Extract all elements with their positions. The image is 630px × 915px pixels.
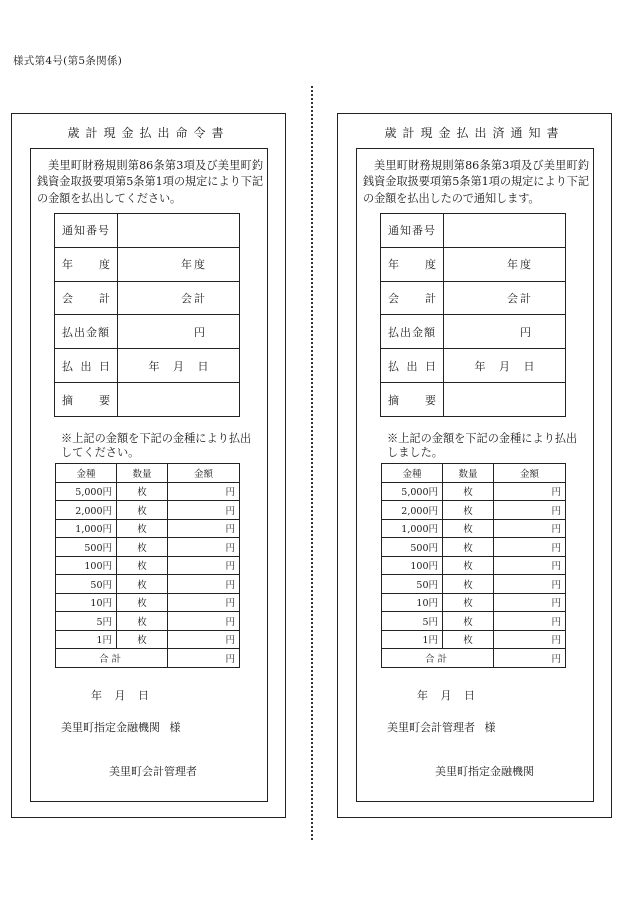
denomination-row [382,482,566,501]
issue-date: 年 月 日 [417,689,475,702]
info-row [55,248,239,282]
info-label-part: 度 [99,258,110,272]
info-row [381,214,565,248]
denomination-cell: 5,000円 [56,482,117,501]
issuer: 美里町指定金融機関 [435,765,534,778]
denomination-cell: 500円 [56,538,117,557]
amount-cell: 円 [494,501,566,520]
info-row [55,315,239,349]
amount-cell: 円 [168,482,240,501]
amount-cell: 円 [494,575,566,594]
denomination-cell: 5,000円 [382,482,443,501]
info-value: 年 月 日 [148,359,209,373]
denomination-row [56,612,240,631]
info-row [55,214,239,248]
denomination-cell: 1円 [382,630,443,649]
info-label [55,315,118,348]
denomination-row [382,593,566,612]
denomination-cell: 2,000円 [56,501,117,520]
total-label: 合計 [56,649,168,668]
quantity-cell: 枚 [443,501,494,520]
info-label-part: 年 [62,258,73,272]
info-label [55,214,118,247]
quantity-cell: 枚 [443,593,494,612]
denomination-cell: 5円 [56,612,117,631]
quantity-cell: 枚 [443,538,494,557]
info-row [381,315,565,349]
quantity-cell: 枚 [117,519,168,538]
quantity-cell: 枚 [117,482,168,501]
amount-cell: 円 [494,556,566,575]
amount-cell: 円 [168,501,240,520]
header-amount: 金額 [168,464,240,483]
denomination-row [56,556,240,575]
amount-cell: 円 [168,538,240,557]
info-label-part: 摘 [388,393,399,407]
amount-cell: 円 [168,575,240,594]
info-label-part: 会 [62,292,73,306]
amount-cell: 円 [168,630,240,649]
info-label-part: 度 [425,258,436,272]
info-label-part: 払出金額 [388,325,436,339]
header-quantity: 数量 [443,464,494,483]
form-body [356,148,594,802]
total-row [56,649,240,668]
denomination-row [56,482,240,501]
info-label-part: 通知番号 [62,224,110,238]
quantity-cell: 枚 [443,575,494,594]
denomination-row [382,501,566,520]
info-label-part: 会 [388,292,399,306]
total-row [382,649,566,668]
info-label [55,282,118,315]
info-label [381,315,444,348]
denomination-cell: 50円 [382,575,443,594]
denomination-cell: 50円 [56,575,117,594]
denomination-row [56,630,240,649]
denomination-row [382,612,566,631]
info-value [118,214,239,247]
info-label [381,383,444,416]
form-title: 歳計現金払出命令書 [67,126,230,140]
denomination-cell: 10円 [382,593,443,612]
info-row [55,349,239,383]
form-number-label: 様式第4号(第5条関係) [13,55,123,67]
info-label-part: 払 [388,359,399,373]
info-label-part: 日 [425,359,436,373]
denomination-row [56,501,240,520]
quantity-cell: 枚 [117,501,168,520]
quantity-cell: 枚 [117,556,168,575]
issue-date: 年 月 日 [91,689,149,702]
denomination-cell: 1円 [56,630,117,649]
header-amount: 金額 [494,464,566,483]
info-label-part: 払 [62,359,73,373]
info-label-part: 要 [99,393,110,407]
info-value: 会計 [181,292,207,306]
denomination-table [55,463,240,668]
quantity-cell: 枚 [117,538,168,557]
denomination-cell: 5円 [382,612,443,631]
info-label-part: 計 [99,292,110,306]
amount-cell: 円 [494,630,566,649]
info-label [381,214,444,247]
denomination-cell: 1,000円 [382,519,443,538]
denomination-row [56,538,240,557]
info-label [55,349,118,382]
amount-cell: 円 [168,556,240,575]
addressee: 美里町会計管理者 様 [387,721,496,734]
info-label-part: 通知番号 [388,224,436,238]
info-value: 年度 [181,258,207,272]
amount-cell: 円 [494,519,566,538]
addressee: 美里町指定金融機関 様 [61,721,181,734]
info-label-part: 出 [80,359,92,373]
info-value: 年 月 日 [474,359,535,373]
info-row [381,383,565,416]
denomination-row [56,575,240,594]
denomination-row [56,593,240,612]
quantity-cell: 枚 [443,556,494,575]
info-row [381,349,565,383]
amount-cell: 円 [168,593,240,612]
denomination-note: ※上記の金額を下記の金種により払出してください。 [61,432,252,459]
denomination-cell: 500円 [382,538,443,557]
denomination-cell: 1,000円 [56,519,117,538]
quantity-cell: 枚 [117,575,168,594]
quantity-cell: 枚 [443,612,494,631]
form-paragraph: 美里町財務規則第86条第3項及び美里町釣銭資金取扱要項第5条第1項の規定により下記の金額を払出してください。 [37,159,263,205]
amount-cell: 円 [168,519,240,538]
header-denomination: 金種 [382,464,443,483]
header-denomination: 金種 [56,464,117,483]
info-table [54,213,240,417]
denomination-cell: 100円 [56,556,117,575]
perforation-line [311,86,313,840]
info-label-part: 計 [425,292,436,306]
info-label [55,248,118,281]
info-label-part: 摘 [62,393,73,407]
form-body [30,148,268,802]
info-label [381,248,444,281]
quantity-cell: 枚 [117,593,168,612]
info-row [55,282,239,316]
info-row [55,383,239,416]
denomination-row [382,556,566,575]
info-value: 円 [520,325,533,339]
quantity-cell: 枚 [443,630,494,649]
total-label: 合計 [382,649,494,668]
info-row [381,248,565,282]
denomination-row [382,575,566,594]
total-amount: 円 [168,649,240,668]
info-label [381,349,444,382]
info-label-part: 年 [388,258,399,272]
denomination-row [382,519,566,538]
header-quantity: 数量 [117,464,168,483]
denomination-cell: 10円 [56,593,117,612]
info-value [444,383,565,416]
info-label [381,282,444,315]
denomination-row [56,519,240,538]
total-amount: 円 [494,649,566,668]
info-value: 会計 [507,292,533,306]
denomination-cell: 2,000円 [382,501,443,520]
info-value [444,214,565,247]
info-label-part: 要 [425,393,436,407]
denomination-cell: 100円 [382,556,443,575]
denomination-row [382,630,566,649]
info-value [118,383,239,416]
info-row [381,282,565,316]
info-label-part: 日 [99,359,110,373]
quantity-cell: 枚 [443,482,494,501]
denomination-note: ※上記の金額を下記の金種により払出しました。 [387,432,578,459]
amount-cell: 円 [494,482,566,501]
info-value: 円 [194,325,207,339]
quantity-cell: 枚 [443,519,494,538]
amount-cell: 円 [494,612,566,631]
form-paragraph: 美里町財務規則第86条第3項及び美里町釣銭資金取扱要項第5条第1項の規定により下記の金額を払出したので通知します。 [363,159,589,205]
amount-cell: 円 [168,612,240,631]
quantity-cell: 枚 [117,630,168,649]
info-label [55,383,118,416]
denomination-table [381,463,566,668]
notice-form [337,113,612,818]
amount-cell: 円 [494,593,566,612]
form-title: 歳計現金払出済通知書 [384,126,565,140]
info-label-part: 払出金額 [62,325,110,339]
quantity-cell: 枚 [117,612,168,631]
issuer: 美里町会計管理者 [109,765,197,778]
info-table [380,213,566,417]
info-label-part: 出 [406,359,418,373]
info-value: 年度 [507,258,533,272]
denomination-row [382,538,566,557]
amount-cell: 円 [494,538,566,557]
order-form [11,113,286,818]
